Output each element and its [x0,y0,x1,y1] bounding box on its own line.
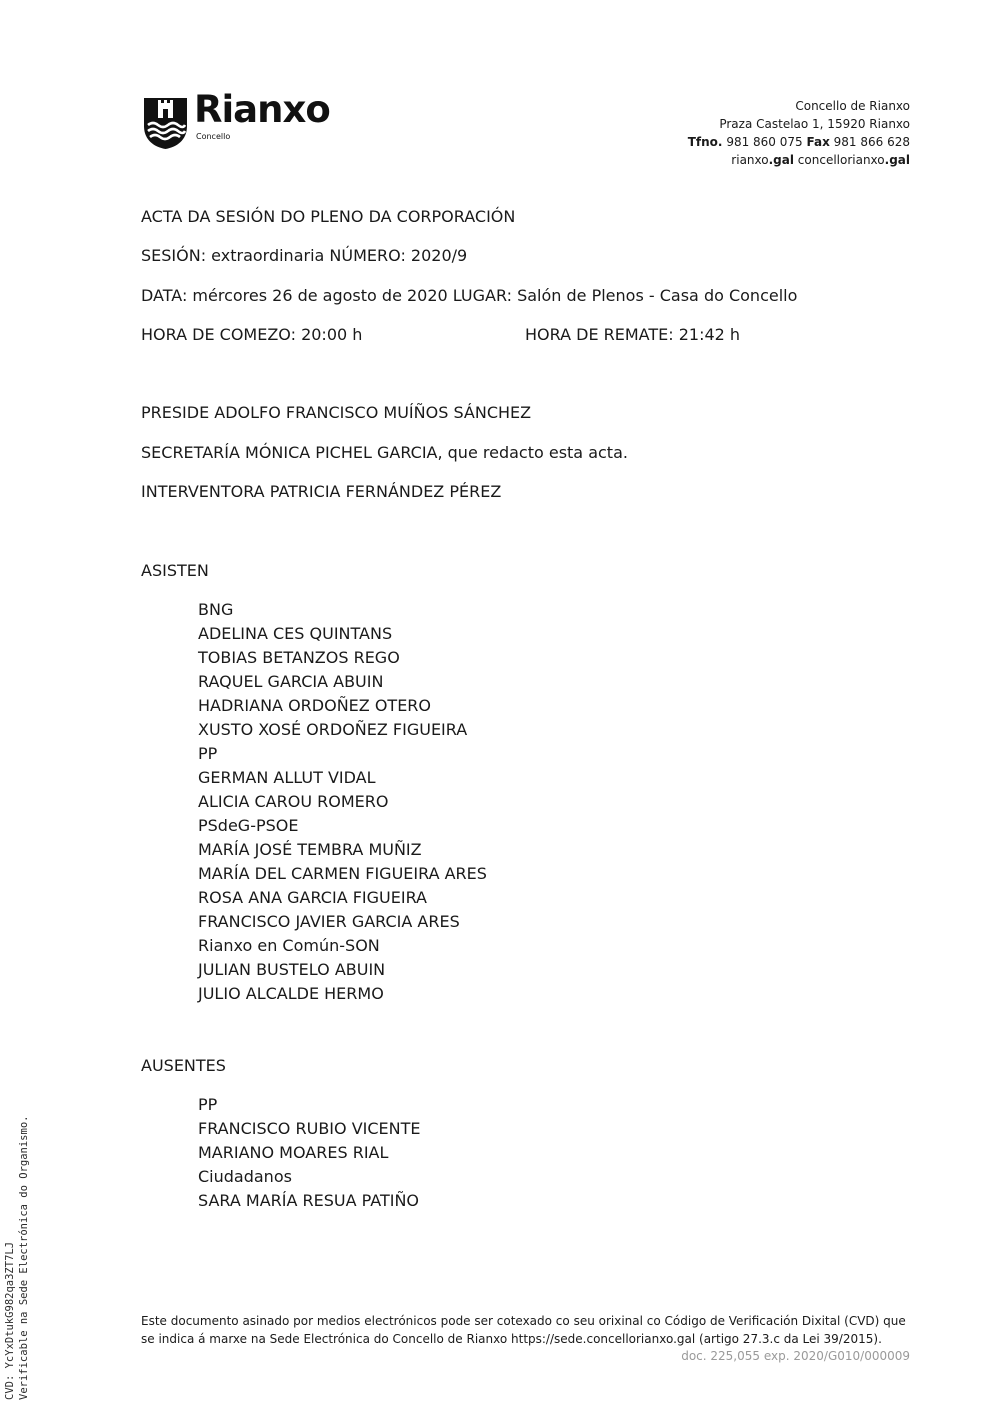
absentees-list [198,1093,420,1213]
cvd-code: CVD: YcYxDtukG982qa3ZT7LJ [4,1241,16,1400]
absentees-heading: AUSENTES [141,1056,226,1075]
council-street: Praza Castelao 1, 15920 Rianxo [719,117,910,131]
list-item: PP [198,1095,218,1114]
list-item: FRANCISCO RUBIO VICENTE [198,1119,421,1138]
session-info: SESIÓN: extraordinaria NÚMERO: 2020/9 [141,246,468,265]
council-name: Concello de Rianxo [795,99,910,113]
council-websites [688,151,910,169]
secretary-line: SECRETARÍA MÓNICA PICHEL GARCIA, que redacto esta acta. [141,443,628,462]
list-item: MARIANO MOARES RIAL [198,1143,389,1162]
list-item: SARA MARÍA RESUA PATIÑO [198,1191,420,1210]
list-item: TOBIAS BETANZOS REGO [198,648,400,667]
list-item: JULIO ALCALDE HERMO [198,984,384,1003]
cvd-verification-note: Verificable na Sede Electrónica do Organismo. [18,1115,30,1400]
attendees-list [198,598,487,1006]
list-item: Ciudadanos [198,1167,292,1186]
document-reference: doc. 225,055 exp. 2020/G010/000009 [681,1349,910,1363]
list-item: MARÍA JOSÉ TEMBRA MUÑIZ [198,840,422,859]
tel-number: 981 860 075 [726,135,803,149]
list-item: JULIAN BUSTELO ABUIN [198,960,386,979]
list-item: BNG [198,600,234,619]
logo-subtitle: Concello [196,132,231,141]
verification-notice: Este documento asinado por medios electrónicos pode ser cotexado co seu orixinal co Código de Verificación Dixital (CVD) que se indica á marxe na Sede Electrónica do Concello de Rianxo https://sede.concellorianxo.gal (artigo 27.3.c da Lei 39/2015). [141,1314,906,1346]
fax-number: 981 866 628 [833,135,910,149]
logo-wordmark: Rianxo [194,88,330,131]
list-item: GERMAN ALLUT VIDAL [198,768,376,787]
tel-label: Tfno. [687,135,723,149]
list-item: ALICIA CAROU ROMERO [198,792,389,811]
list-item: PP [198,744,218,763]
list-item: MARÍA DEL CARMEN FIGUEIRA ARES [198,864,487,883]
end-time: HORA DE REMATE: 21:42 h [525,325,741,344]
list-item: RAQUEL GARCIA ABUIN [198,672,384,691]
council-address [688,97,910,169]
list-item: ROSA ANA GARCIA FIGUEIRA [198,888,427,907]
date-place: DATA: mércores 26 de agosto de 2020 LUGAR: Salón de Plenos - Casa do Concello [141,286,798,305]
list-item: XUSTO XOSÉ ORDOÑEZ FIGUEIRA [198,720,468,739]
attendees-heading: ASISTEN [141,561,209,580]
preside-line: PRESIDE ADOLFO FRANCISCO MUÍÑOS SÁNCHEZ [141,403,532,422]
cvd-margin-text [3,1116,31,1400]
list-item: FRANCISCO JAVIER GARCIA ARES [198,912,460,931]
website-link-2[interactable]: concellorianxo.gal [797,153,910,167]
start-time: HORA DE COMEZO: 20:00 h [141,325,363,344]
document-title: ACTA DA SESIÓN DO PLENO DA CORPORACIÓN [141,207,516,226]
list-item: ADELINA CES QUINTANS [198,624,393,643]
list-item: Rianxo en Común-SON [198,936,380,955]
fax-label: Fax [806,135,830,149]
council-phones [688,133,910,151]
auditor-line: INTERVENTORA PATRICIA FERNÁNDEZ PÉREZ [141,482,502,501]
list-item: PSdeG-PSOE [198,816,299,835]
list-item: HADRIANA ORDOÑEZ OTERO [198,696,432,715]
castle-shield-icon [142,96,189,150]
concello-logo [142,88,352,152]
website-link-1[interactable]: rianxo.gal [731,153,794,167]
